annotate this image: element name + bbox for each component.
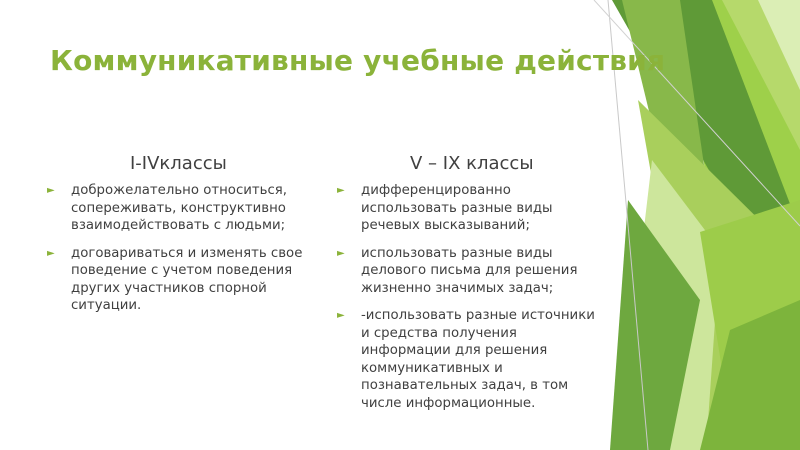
left-column-heading: I-IVклассы xyxy=(130,153,227,174)
triangle-right-bullet-icon: ► xyxy=(47,247,55,259)
list-item xyxy=(337,182,607,235)
right-column-list xyxy=(337,182,607,422)
list-item-text: доброжелательно относиться, сопереживать, конструктивно взаимодействовать с людьми; xyxy=(71,183,288,233)
list-item xyxy=(47,182,313,235)
left-column-list xyxy=(47,182,313,325)
triangle-right-bullet-icon: ► xyxy=(337,185,345,196)
list-item xyxy=(47,245,313,315)
list-item-text: договариваться и изменять свое поведение с учетом поведения других участников спорной ситуации. xyxy=(71,245,303,313)
list-item xyxy=(337,307,607,412)
slide-title: Коммуникативные учебные действия xyxy=(50,44,666,77)
list-item xyxy=(337,245,607,298)
list-item-text: дифференцированно использовать разные виды речевых высказываний; xyxy=(361,183,553,233)
list-item-text: -использовать разные источники и средства получения информации для решения коммуникативных и познавательных задач, в том числе информационные. xyxy=(361,308,595,411)
right-column-heading: V – IX классы xyxy=(410,153,534,174)
list-item-text: использовать разные виды делового письма для решения жизненно значимых задач; xyxy=(361,245,578,296)
triangle-right-bullet-icon: ► xyxy=(337,310,345,321)
triangle-right-bullet-icon: ► xyxy=(47,185,55,196)
triangle-right-bullet-icon: ► xyxy=(337,247,345,259)
